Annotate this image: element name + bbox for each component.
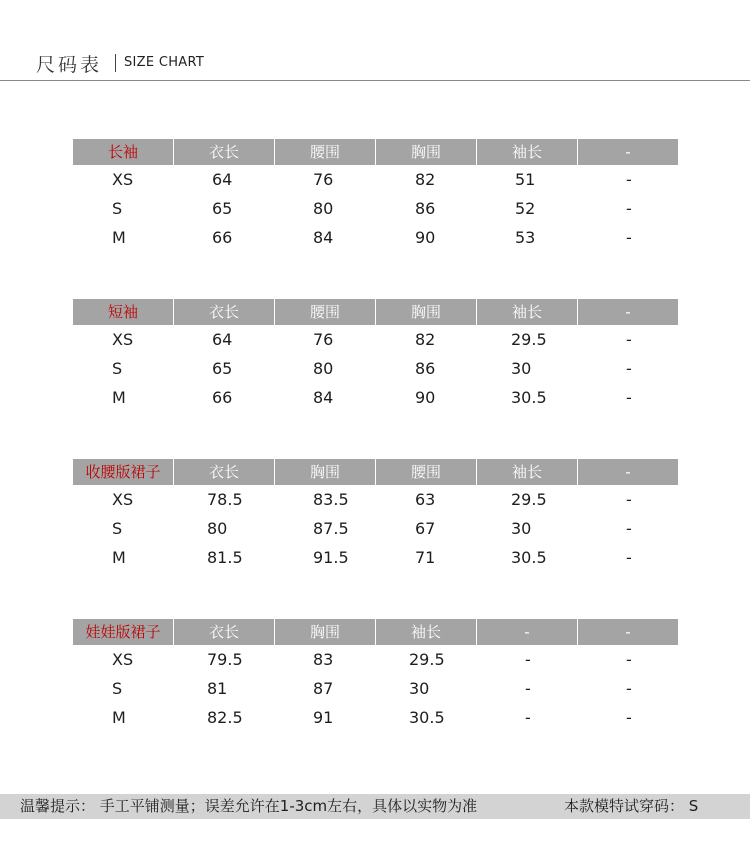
table-cell: 82 — [415, 170, 436, 189]
size-label: M — [112, 228, 126, 247]
table-cell: - — [626, 359, 632, 378]
page-header — [0, 0, 750, 80]
table-row — [73, 165, 678, 194]
table-cell: 81.5 — [207, 548, 243, 567]
category-header: 娃娃版裙子 — [73, 619, 173, 645]
table-cell: 78.5 — [207, 490, 243, 509]
table-row — [73, 514, 678, 543]
size-label: XS — [112, 490, 134, 509]
table-header-row — [73, 459, 678, 485]
table-cell: 63 — [415, 490, 436, 509]
table-cell: 91.5 — [313, 548, 349, 567]
table-cell: 87 — [313, 679, 334, 698]
table-cell: - — [626, 199, 632, 218]
column-header: 胸围 — [275, 619, 375, 645]
table-cell: - — [626, 519, 632, 538]
table-cell: 30.5 — [511, 388, 547, 407]
category-header: 长袖 — [73, 139, 173, 165]
column-header: 胸围 — [275, 459, 375, 485]
size-label: XS — [112, 170, 134, 189]
size-label: S — [112, 679, 123, 698]
table-cell: - — [525, 650, 531, 669]
column-header: 腰围 — [275, 299, 375, 325]
table-cell: 30 — [511, 359, 532, 378]
table-cell: 64 — [212, 330, 233, 349]
table-cell: 53 — [515, 228, 536, 247]
page-title-en: SIZE CHART — [124, 55, 205, 70]
column-header: - — [578, 459, 678, 485]
table-cell: - — [626, 388, 632, 407]
table-cell: 29.5 — [511, 490, 547, 509]
table-cell: 65 — [212, 199, 233, 218]
table-cell: 80 — [207, 519, 228, 538]
table-row — [73, 354, 678, 383]
table-cell: 76 — [313, 330, 334, 349]
table-cell: 65 — [212, 359, 233, 378]
size-label: S — [112, 359, 123, 378]
footer-bar — [0, 794, 750, 819]
table-cell: 84 — [313, 388, 334, 407]
header-divider-line — [0, 80, 750, 81]
table-cell: - — [626, 708, 632, 727]
table-cell: - — [525, 679, 531, 698]
table-cell: 84 — [313, 228, 334, 247]
column-header: 腰围 — [376, 459, 476, 485]
table-cell: 76 — [313, 170, 334, 189]
column-header: 衣长 — [174, 619, 274, 645]
table-cell: 86 — [415, 359, 436, 378]
size-label: XS — [112, 330, 134, 349]
table-header-row — [73, 619, 678, 645]
table-row — [73, 543, 678, 572]
column-header: 袖长 — [376, 619, 476, 645]
column-header: 袖长 — [477, 139, 577, 165]
table-cell: - — [626, 228, 632, 247]
table-header-row — [73, 299, 678, 325]
column-header: - — [578, 619, 678, 645]
column-header: 胸围 — [376, 139, 476, 165]
table-cell: 66 — [212, 388, 233, 407]
table-row — [73, 485, 678, 514]
table-row — [73, 674, 678, 703]
size-label: S — [112, 519, 123, 538]
table-cell: 30.5 — [409, 708, 445, 727]
table-cell: 71 — [415, 548, 436, 567]
column-header: - — [578, 299, 678, 325]
size-label: XS — [112, 650, 134, 669]
size-table-short-sleeve — [73, 299, 678, 412]
table-row — [73, 645, 678, 674]
size-label: M — [112, 548, 126, 567]
column-header: 袖长 — [477, 459, 577, 485]
table-row — [73, 703, 678, 732]
table-cell: - — [626, 490, 632, 509]
table-cell: 30 — [511, 519, 532, 538]
table-row — [73, 325, 678, 354]
table-cell: 90 — [415, 228, 436, 247]
table-cell: 29.5 — [409, 650, 445, 669]
column-header: 衣长 — [174, 299, 274, 325]
table-cell: 90 — [415, 388, 436, 407]
size-label: M — [112, 708, 126, 727]
table-cell: 29.5 — [511, 330, 547, 349]
table-cell: 83 — [313, 650, 334, 669]
table-cell: 86 — [415, 199, 436, 218]
table-row — [73, 223, 678, 252]
table-row — [73, 383, 678, 412]
table-cell: 82 — [415, 330, 436, 349]
column-header: 胸围 — [376, 299, 476, 325]
column-header: - — [477, 619, 577, 645]
table-cell: 80 — [313, 199, 334, 218]
table-cell: - — [626, 548, 632, 567]
table-row — [73, 194, 678, 223]
table-cell: 91 — [313, 708, 334, 727]
table-cell: 64 — [212, 170, 233, 189]
table-cell: - — [626, 330, 632, 349]
page-title-cn: 尺码表 — [36, 54, 103, 76]
table-cell: 66 — [212, 228, 233, 247]
table-cell: - — [626, 170, 632, 189]
title-divider — [115, 54, 116, 72]
column-header: 衣长 — [174, 459, 274, 485]
table-cell: 82.5 — [207, 708, 243, 727]
column-header: 衣长 — [174, 139, 274, 165]
column-header: 袖长 — [477, 299, 577, 325]
table-cell: 30 — [409, 679, 430, 698]
table-cell: 67 — [415, 519, 436, 538]
size-table-long-sleeve — [73, 139, 678, 252]
size-label: S — [112, 199, 123, 218]
size-label: M — [112, 388, 126, 407]
column-header: 腰围 — [275, 139, 375, 165]
table-cell: 83.5 — [313, 490, 349, 509]
table-cell: - — [626, 650, 632, 669]
size-table-babydoll-dress — [73, 619, 678, 732]
size-table-waisted-dress — [73, 459, 678, 572]
measurement-tip: 温馨提示： 手工平铺测量；误差允许在1-3cm左右，具体以实物为准 — [20, 797, 478, 815]
column-header: - — [578, 139, 678, 165]
table-cell: 30.5 — [511, 548, 547, 567]
table-cell: 80 — [313, 359, 334, 378]
table-header-row — [73, 139, 678, 165]
table-cell: 52 — [515, 199, 536, 218]
table-cell: - — [525, 708, 531, 727]
table-cell: 51 — [515, 170, 536, 189]
model-size-note: 本款模特试穿码： S — [564, 797, 699, 815]
table-cell: - — [626, 679, 632, 698]
table-cell: 81 — [207, 679, 228, 698]
table-cell: 79.5 — [207, 650, 243, 669]
category-header: 短袖 — [73, 299, 173, 325]
category-header: 收腰版裙子 — [73, 459, 173, 485]
table-cell: 87.5 — [313, 519, 349, 538]
